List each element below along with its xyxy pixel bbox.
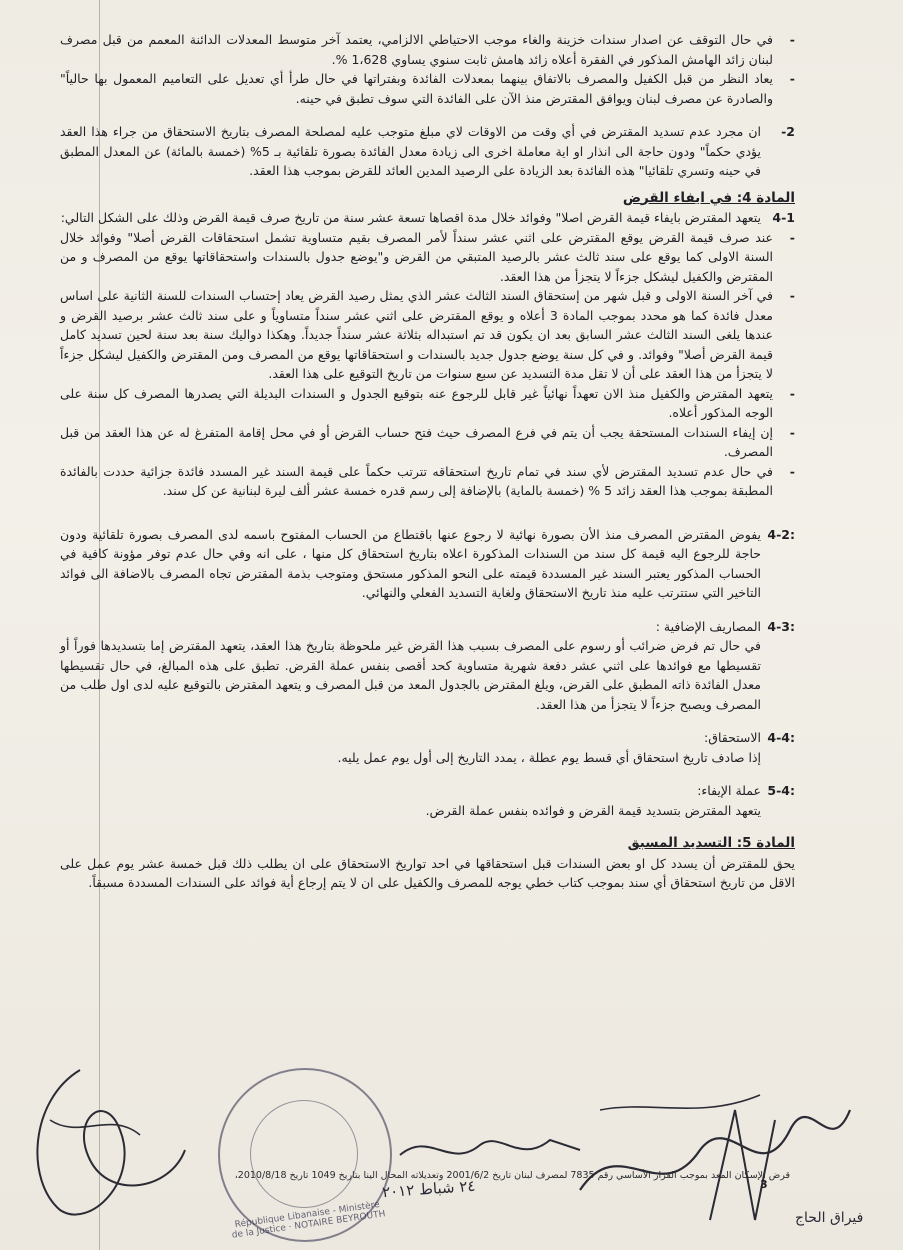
clause-floating-rate — [60, 30, 795, 69]
clause-number: 4-1 — [772, 210, 795, 225]
footer-note: قرض الإسكان المعد بموجب القرار الأساسي رقم 7835 لمصرف لبنان تاريخ 2001/6/2 وتعديلاته المحال الينا بتاريخ 1049 تاريخ 2010/8/18، — [234, 1170, 790, 1181]
clause-number: 4-3: — [767, 618, 795, 634]
paragraph: يتعهد المقترض والكفيل منذ الان تعهداً نهائياً غير قابل للرجوع عنه بتوقيع الجدول و السندات البديلة التي يصدرها المصرف كل سنة على الوجه المذكور أعلاه. — [60, 385, 773, 420]
clause-4-1 — [60, 208, 795, 228]
clause-title: الاستحقاق: — [704, 730, 761, 745]
list-item — [60, 228, 795, 287]
paragraph: في حال التوقف عن اصدار سندات خزينة والغاء موجب الاحتياطي الالزامي، يعتمد آخر متوسط المعدلات الدائنة المعمم من قبل مصرف لبنان زائد الهامش المذكور في الفقرة أعلاه زائد هامش ثابت سنوي يساوي 1،628 %. — [60, 32, 773, 67]
clause-number: 5-4: — [767, 783, 795, 798]
paragraph: عند صرف قيمة القرض يوقع المقترض على اثني عشر سنداً لأمر المصرف بقيم متساوية تشمل استحقاقات القرض أصلا" وفوائد خلال السنة الاولى كما يوقع على سند ثالث عشر بالرصيد المتبقي من القرض و"يوضع جدول بالسندات واستحقاقاتها يوقع من المصرف و من المقترض والكفيل ليشكل جزءاً لا يتجزأ من هذا العقد. — [60, 229, 773, 284]
handwritten-date: ٢٤ شباط ٢٠١٢ — [381, 1176, 476, 1202]
bullet-marker: - — [789, 463, 795, 479]
paragraph: يعاد النظر من قبل الكفيل والمصرف بالاتفاق بينهما بمعدلات الفائدة وبفتراتها في حال طرأ أي تعديل على التعاميم المعمول بها حالياً" والصادرة عن مصرف لبنان ويوافق المقترض منذ الآن على الفائدة التي سوف تطبق في حينه. — [60, 71, 773, 106]
paragraph: يحق للمقترض أن يسدد كل او بعض السندات قبل استحقاقها في احد تواريخ الاستحقاق على ان يطلب ذلك قبل خمسة عشر يوم عمل على الاقل من تاريخ استحقاق أي سند بموجب كتاب خطي يوجه للمصرف والكفيل على ان لا يتم إرجاع أية فوائد على السندات المسددة مسبقاً. — [60, 855, 795, 890]
list-item — [60, 384, 795, 423]
article-5-heading: المادة 5: التسديد المسبق — [627, 835, 795, 851]
paragraph: يفوض المقترض المصرف منذ الأن بصورة نهائية لا رجوع عنها باقتطاع من الحساب المفتوح باسمه لدى المصرف بصورة تلقائية ودون حاجة للرجوع اليه قيمة كل سند من السندات المذكورة اعلاه بتاريخ استحقاق كل منها ، على انه وفي حال عدم توفر مؤونة كافية في الحساب المذكور يعتبر السند غير المسددة قيمته على النحو المذكور مستحق ومتوجب بذمة المقترض تجاه المصرف بالاضافة الى فوائد التاخير التي ستترتب عليه منذ تاريخ الاستحقاق ولغاية التسديد الفعلي والنهائي. — [60, 526, 761, 600]
bullet-marker: - — [789, 424, 795, 440]
notary-stamp — [218, 1068, 392, 1242]
bullet-marker: - — [789, 288, 795, 303]
paragraph: ان مجرد عدم تسديد المقترض في أي وقت من الاوقات لاي مبلغ متوجب عليه لمصلحة المصرف بتاريخ الاستحقاق من جراء هذا العقد يؤدي حكماً" ودون حاجة الى انذار او اية معاملة اخرى الى زيادة معدل الفائدة بصورة تلقائية بـ 5% (خمسة بالمائة) عن المعدل المطبق في حينه وتسري تلقائيا" هذه الفائدة بعد الزيادة على الرصيد المدين العائد للقرض بموجب هذا العقد. — [60, 124, 761, 178]
list-item — [60, 462, 795, 501]
stamp-text: République Libanaise - Ministère de la Justice · NOTAIRE BEYROUTH — [231, 1199, 387, 1241]
clause-title: المصاريف الإضافية : — [655, 618, 761, 634]
clause-4-2 — [60, 525, 795, 603]
list-item — [60, 423, 795, 462]
paragraph: في حال عدم تسديد المقترض لأي سند في تمام تاريخ استحقاقه تترتب حكماً على قيمة السند غير المسدد فائدة جزائية حددت بالفائدة المطبقة بموجب هذا العقد زائد 5 % (خمسة بالماية) بالإضافة إلى رسم قدره خمسة عشر ألف ليرة لبنانية عن كل سند. — [60, 463, 773, 498]
handwritten-name: فيراق الحاج — [795, 1210, 864, 1226]
clause-number: 4-4: — [767, 730, 795, 745]
bullet-marker: - — [789, 32, 795, 47]
page-number: 3 — [760, 1178, 768, 1191]
clause-rate-review — [60, 69, 795, 108]
paragraph: يتعهد المقترض بتسديد قيمة القرض و فوائده بنفس عملة القرض. — [425, 802, 761, 818]
paragraph: إن إيفاء السندات المستحقة يجب أن يتم في فرع المصرف حيث فتح حساب القرض أو في محل إقامة المتفرغ له عن هذا العقد من قبل المصرف. — [60, 424, 773, 459]
clause-number: 4-2: — [767, 526, 795, 542]
signature-left — [20, 1060, 200, 1230]
clause-4-3 — [60, 617, 795, 715]
list-item — [60, 286, 795, 384]
bullet-marker: - — [789, 385, 795, 401]
paragraph: يتعهد المقترض بايفاء قيمة القرض اصلا" وفوائد خلال مدة اقصاها تسعة عشر سنة من تاريخ صرف قيمة القرض وذلك على الشكل التالي: — [60, 210, 761, 225]
clause-4-5 — [60, 781, 795, 820]
clause-2 — [60, 122, 795, 181]
article-4-heading: المادة 4: في ايفاء القرض — [622, 189, 795, 206]
clause-number: -2 — [781, 124, 795, 139]
paragraph: إذا صادف تاريخ استحقاق أي قسط يوم عطلة ، يمدد التاريخ إلى أول يوم عمل يليه. — [337, 749, 761, 765]
paragraph: في آخر السنة الاولى و قبل شهر من إستحقاق السند الثالث عشر الذي يمثل رصيد القرض يعاد إحتساب السندات للسنة الثانية على اساس معدل فائدة كما هو محدد بموجب المادة 3 أعلاه و يوقع المقترض على اثني عشر سنداً متساوياً و على سند ثالث عشر برصيد القرض و عندها يلغى السند الثالث عشر السابق بعد ان يكون قد تم استبداله بثلاثة عشر سنداً جديداً. وهكذا دواليك سنة بعد سنة لحين تسديد كامل قيمة القرض أصلا" وفوائد. و في كل سنة يوضع جدول جديد بالسندات و استحقاقاتها يوقع من المصرف ومن المقترض والكفيل ليشكل جزءاً لا يتجزأ من هذا العقد على أن لا تقل مدة التسديد عن سبع سنوات من تاريخ التوقيع على هذا العقد. — [60, 288, 773, 381]
bullet-marker: - — [789, 71, 795, 86]
bullet-marker: - — [789, 229, 795, 245]
clause-title: عملة الإيفاء: — [697, 783, 761, 798]
stamp-inner-ring — [250, 1100, 358, 1208]
contract-page — [60, 30, 795, 893]
paragraph: في حال تم فرض ضرائب أو رسوم على المصرف بسبب هذا القرض غير ملحوظة بتاريخ هذا العقد، يتعهد المقترض إما بتسديدها فوراً أو تقسيطها مع فوائدها على اثني عشر دفعة شهرية متساوية كحد أقصى بنفس عملة القرض. تطبق على هذه المبالغ، في حال تقسيطها معدل الفائدة ذاته المطبق على القرض، ويلغ المقترض بالجدول المعد من قبل المصرف و يتعهد المقترض بالتوقيع عليه لدى اول طلب من المصرف ويصبح جزءاً لا يتجزأ من هذا العقد. — [60, 638, 761, 712]
clause-4-4 — [60, 728, 795, 767]
